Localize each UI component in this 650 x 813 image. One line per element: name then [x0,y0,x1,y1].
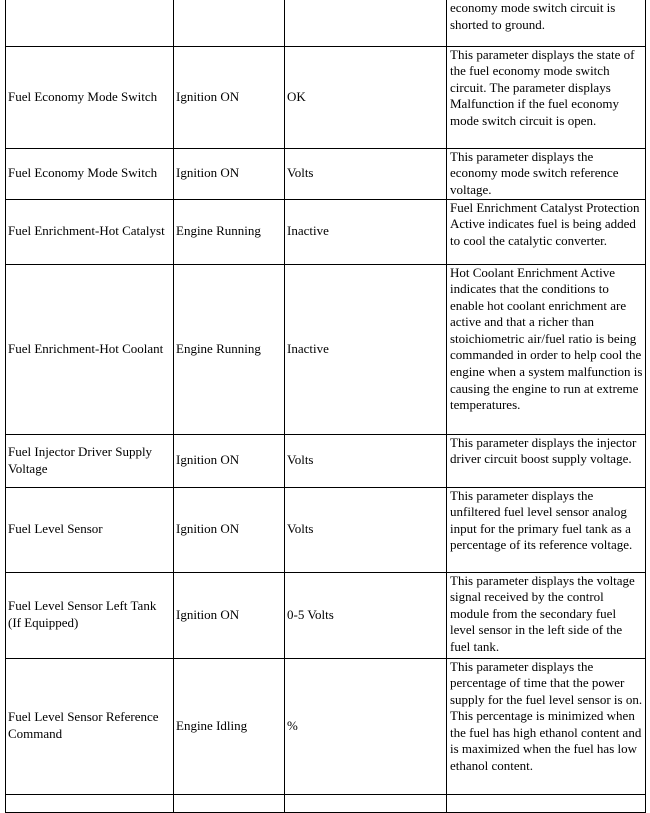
condition-cell: Engine Idling [174,658,285,794]
table-row [6,0,646,46]
value-cell [285,794,447,812]
value-cell: Inactive [285,264,447,434]
value-cell: Inactive [285,199,447,264]
condition-cell: Ignition ON [174,487,285,572]
description-cell: economy mode switch circuit is shorted to ground. [447,0,646,46]
table-row [6,46,646,148]
condition-cell: Ignition ON [174,46,285,148]
condition-cell: Ignition ON [174,434,285,487]
table-row [6,148,646,199]
table-row [6,794,646,812]
table-row [6,264,646,434]
parameter-name-cell [6,794,174,812]
parameter-name-cell: Fuel Level Sensor [6,487,174,572]
parameter-table [5,0,646,813]
description-cell: This parameter displays the percentage of time that the power supply for the fuel level sensor is on. This percentage is minimized when the fuel has high ethanol content and is maximized when the fuel has low ethanol content. [447,658,646,794]
value-cell: Volts [285,434,447,487]
description-cell: Fuel Enrichment Catalyst Protection Active indicates fuel is being added to cool the catalytic converter. [447,199,646,264]
description-cell [447,794,646,812]
parameter-name-cell: Fuel Enrichment-Hot Coolant [6,264,174,434]
parameter-name-cell: Fuel Economy Mode Switch [6,148,174,199]
value-cell [285,0,447,46]
table-row [6,658,646,794]
condition-cell: Engine Running [174,199,285,264]
table-row [6,199,646,264]
value-cell: % [285,658,447,794]
parameter-name-cell: Fuel Economy Mode Switch [6,46,174,148]
description-cell: This parameter displays the voltage signal received by the control module from the secondary fuel level sensor in the left side of the fuel tank. [447,572,646,658]
description-cell: This parameter displays the injector driver circuit boost supply voltage. [447,434,646,487]
parameter-name-cell: Fuel Enrichment-Hot Catalyst [6,199,174,264]
description-cell: This parameter displays the state of the fuel economy mode switch circuit. The parameter displays Malfunction if the fuel economy mode switch circuit is open. [447,46,646,148]
table-row [6,434,646,487]
value-cell: Volts [285,487,447,572]
condition-cell [174,0,285,46]
description-cell: This parameter displays the economy mode switch reference voltage. [447,148,646,199]
parameter-name-cell: Fuel Level Sensor Left Tank (If Equipped) [6,572,174,658]
parameter-name-cell: Fuel Injector Driver Supply Voltage [6,434,174,487]
table-row [6,487,646,572]
description-cell: Hot Coolant Enrichment Active indicates that the conditions to enable hot coolant enrichment are active and that a richer than stoichiometric air/fuel ratio is being commanded in order to help cool the engine when a system malfunction is causing the engine to run at extreme temperatures. [447,264,646,434]
table-body [6,0,646,812]
description-cell: This parameter displays the unfiltered fuel level sensor analog input for the primary fuel tank as a percentage of its reference voltage. [447,487,646,572]
condition-cell [174,794,285,812]
value-cell: 0-5 Volts [285,572,447,658]
condition-cell: Engine Running [174,264,285,434]
parameter-name-cell [6,0,174,46]
value-cell: OK [285,46,447,148]
table-row [6,572,646,658]
condition-cell: Ignition ON [174,148,285,199]
value-cell: Volts [285,148,447,199]
parameter-name-cell: Fuel Level Sensor Reference Command [6,658,174,794]
condition-cell: Ignition ON [174,572,285,658]
